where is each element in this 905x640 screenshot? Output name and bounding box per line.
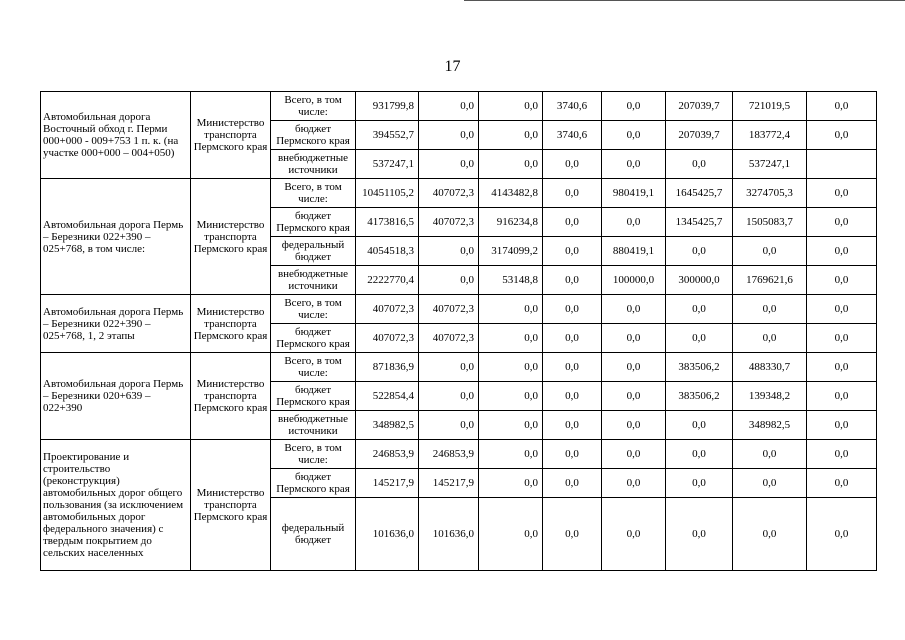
- amount-cell-col-3: 0,0: [479, 498, 543, 571]
- amount-cell-col-6: 0,0: [666, 150, 733, 179]
- amount-cell-col-1: 931799,8: [356, 92, 419, 121]
- amount-cell-col-6: 0,0: [666, 440, 733, 469]
- funding-source-cell: внебюджетные источники: [271, 411, 356, 440]
- amount-cell-col-7: 1505083,7: [733, 208, 807, 237]
- amount-cell-col-8: 0,0: [807, 179, 877, 208]
- budget-table: [40, 91, 877, 571]
- amount-cell-col-1: 407072,3: [356, 324, 419, 353]
- amount-cell-col-5: 0,0: [602, 92, 666, 121]
- amount-cell-col-2: 0,0: [419, 411, 479, 440]
- amount-cell-col-7: 488330,7: [733, 353, 807, 382]
- project-name-cell: Автомобильная дорога Пермь – Березники 022+390 – 025+768, в том числе:: [41, 179, 191, 295]
- amount-cell-col-7: 348982,5: [733, 411, 807, 440]
- amount-cell-col-1: 101636,0: [356, 498, 419, 571]
- amount-cell-col-2: 0,0: [419, 150, 479, 179]
- amount-cell-col-5: 0,0: [602, 324, 666, 353]
- amount-cell-col-8: 0,0: [807, 237, 877, 266]
- amount-cell-col-3: 0,0: [479, 469, 543, 498]
- amount-cell-col-1: 246853,9: [356, 440, 419, 469]
- table-row: [41, 353, 877, 382]
- amount-cell-col-2: 0,0: [419, 382, 479, 411]
- funding-source-cell: Всего, в том числе:: [271, 92, 356, 121]
- amount-cell-col-6: 300000,0: [666, 266, 733, 295]
- scan-edge-line: [464, 0, 905, 1]
- amount-cell-col-7: 1769621,6: [733, 266, 807, 295]
- amount-cell-col-4: 0,0: [543, 179, 602, 208]
- amount-cell-col-2: 0,0: [419, 266, 479, 295]
- amount-cell-col-7: 0,0: [733, 295, 807, 324]
- amount-cell-col-3: 0,0: [479, 92, 543, 121]
- amount-cell-col-7: 0,0: [733, 498, 807, 571]
- amount-cell-col-1: 2222770,4: [356, 266, 419, 295]
- amount-cell-col-8: 0,0: [807, 469, 877, 498]
- amount-cell-col-5: 0,0: [602, 382, 666, 411]
- funding-source-cell: федеральный бюджет: [271, 498, 356, 571]
- amount-cell-col-6: 0,0: [666, 498, 733, 571]
- amount-cell-col-6: 207039,7: [666, 92, 733, 121]
- funding-source-cell: Всего, в том числе:: [271, 295, 356, 324]
- amount-cell-col-8: 0,0: [807, 208, 877, 237]
- amount-cell-col-4: 0,0: [543, 237, 602, 266]
- table-row: [41, 295, 877, 324]
- amount-cell-col-7: 0,0: [733, 440, 807, 469]
- amount-cell-col-2: 0,0: [419, 121, 479, 150]
- funding-source-cell: Всего, в том числе:: [271, 353, 356, 382]
- project-name-cell: Автомобильная дорога Пермь – Березники 022+390 – 025+768, 1, 2 этапы: [41, 295, 191, 353]
- amount-cell-col-2: 0,0: [419, 237, 479, 266]
- table-row: [41, 92, 877, 121]
- page-number: 17: [444, 58, 461, 75]
- amount-cell-col-3: 4143482,8: [479, 179, 543, 208]
- amount-cell-col-1: 407072,3: [356, 295, 419, 324]
- amount-cell-col-1: 4173816,5: [356, 208, 419, 237]
- responsible-agency-cell: Министерство транспорта Пермского края: [191, 440, 271, 571]
- amount-cell-col-3: 3174099,2: [479, 237, 543, 266]
- amount-cell-col-8: 0,0: [807, 440, 877, 469]
- amount-cell-col-5: 0,0: [602, 208, 666, 237]
- amount-cell-col-7: 721019,5: [733, 92, 807, 121]
- amount-cell-col-1: 10451105,2: [356, 179, 419, 208]
- amount-cell-col-4: 0,0: [543, 498, 602, 571]
- amount-cell-col-2: 407072,3: [419, 324, 479, 353]
- amount-cell-col-7: 139348,2: [733, 382, 807, 411]
- funding-source-cell: бюджет Пермского края: [271, 208, 356, 237]
- amount-cell-col-1: 871836,9: [356, 353, 419, 382]
- project-name-cell: Автомобильная дорога Пермь – Березники 020+639 – 022+390: [41, 353, 191, 440]
- amount-cell-col-4: 0,0: [543, 295, 602, 324]
- amount-cell-col-6: 207039,7: [666, 121, 733, 150]
- amount-cell-col-2: 145217,9: [419, 469, 479, 498]
- amount-cell-col-1: 537247,1: [356, 150, 419, 179]
- amount-cell-col-4: 0,0: [543, 266, 602, 295]
- amount-cell-col-6: 0,0: [666, 469, 733, 498]
- amount-cell-col-4: 0,0: [543, 411, 602, 440]
- responsible-agency-cell: Министерство транспорта Пермского края: [191, 295, 271, 353]
- amount-cell-col-5: 0,0: [602, 150, 666, 179]
- amount-cell-col-4: 0,0: [543, 208, 602, 237]
- amount-cell-col-5: 0,0: [602, 121, 666, 150]
- amount-cell-col-8: 0,0: [807, 353, 877, 382]
- amount-cell-col-2: 0,0: [419, 353, 479, 382]
- amount-cell-col-8: 0,0: [807, 266, 877, 295]
- funding-source-cell: бюджет Пермского края: [271, 469, 356, 498]
- amount-cell-col-5: 0,0: [602, 440, 666, 469]
- amount-cell-col-1: 394552,7: [356, 121, 419, 150]
- funding-source-cell: Всего, в том числе:: [271, 179, 356, 208]
- amount-cell-col-3: 0,0: [479, 295, 543, 324]
- amount-cell-col-5: 0,0: [602, 411, 666, 440]
- amount-cell-col-1: 522854,4: [356, 382, 419, 411]
- funding-source-cell: бюджет Пермского края: [271, 382, 356, 411]
- amount-cell-col-4: 0,0: [543, 353, 602, 382]
- amount-cell-col-7: 0,0: [733, 237, 807, 266]
- amount-cell-col-7: 537247,1: [733, 150, 807, 179]
- amount-cell-col-8: 0,0: [807, 498, 877, 571]
- amount-cell-col-4: 0,0: [543, 440, 602, 469]
- amount-cell-col-8: 0,0: [807, 324, 877, 353]
- amount-cell-col-2: 101636,0: [419, 498, 479, 571]
- amount-cell-col-4: 0,0: [543, 469, 602, 498]
- funding-source-cell: Всего, в том числе:: [271, 440, 356, 469]
- amount-cell-col-5: 980419,1: [602, 179, 666, 208]
- amount-cell-col-3: 0,0: [479, 382, 543, 411]
- amount-cell-col-3: 0,0: [479, 121, 543, 150]
- amount-cell-col-1: 4054518,3: [356, 237, 419, 266]
- amount-cell-col-3: 53148,8: [479, 266, 543, 295]
- funding-source-cell: внебюджетные источники: [271, 266, 356, 295]
- amount-cell-col-6: 1345425,7: [666, 208, 733, 237]
- table-row: [41, 179, 877, 208]
- responsible-agency-cell: Министерство транспорта Пермского края: [191, 92, 271, 179]
- amount-cell-col-8: 0,0: [807, 92, 877, 121]
- project-name-cell: Проектирование и строительство (реконструкция) автомобильных дорог общего пользования (за исключением автомобильных дорог федерального значения) с твердым покрытием до сельских населенных: [41, 440, 191, 571]
- amount-cell-col-2: 246853,9: [419, 440, 479, 469]
- table-row: [41, 440, 877, 469]
- amount-cell-col-8: 0,0: [807, 382, 877, 411]
- amount-cell-col-2: 407072,3: [419, 208, 479, 237]
- amount-cell-col-3: 0,0: [479, 150, 543, 179]
- amount-cell-col-5: 0,0: [602, 295, 666, 324]
- amount-cell-col-4: 3740,6: [543, 121, 602, 150]
- funding-source-cell: федеральный бюджет: [271, 237, 356, 266]
- amount-cell-col-5: 0,0: [602, 469, 666, 498]
- amount-cell-col-6: 1645425,7: [666, 179, 733, 208]
- amount-cell-col-2: 407072,3: [419, 179, 479, 208]
- amount-cell-col-7: 3274705,3: [733, 179, 807, 208]
- amount-cell-col-2: 407072,3: [419, 295, 479, 324]
- amount-cell-col-4: 0,0: [543, 382, 602, 411]
- amount-cell-col-4: 0,0: [543, 324, 602, 353]
- funding-source-cell: бюджет Пермского края: [271, 324, 356, 353]
- amount-cell-col-7: 0,0: [733, 324, 807, 353]
- amount-cell-col-7: 0,0: [733, 469, 807, 498]
- amount-cell-col-5: 100000,0: [602, 266, 666, 295]
- amount-cell-col-8: 0,0: [807, 411, 877, 440]
- amount-cell-col-5: 0,0: [602, 498, 666, 571]
- responsible-agency-cell: Министерство транспорта Пермского края: [191, 353, 271, 440]
- amount-cell-col-5: 880419,1: [602, 237, 666, 266]
- amount-cell-col-6: 0,0: [666, 324, 733, 353]
- amount-cell-col-8: [807, 150, 877, 179]
- amount-cell-col-3: 0,0: [479, 411, 543, 440]
- amount-cell-col-1: 348982,5: [356, 411, 419, 440]
- amount-cell-col-5: 0,0: [602, 353, 666, 382]
- amount-cell-col-2: 0,0: [419, 92, 479, 121]
- amount-cell-col-6: 383506,2: [666, 353, 733, 382]
- amount-cell-col-3: 0,0: [479, 324, 543, 353]
- amount-cell-col-3: 0,0: [479, 440, 543, 469]
- amount-cell-col-6: 0,0: [666, 237, 733, 266]
- amount-cell-col-7: 183772,4: [733, 121, 807, 150]
- amount-cell-col-6: 0,0: [666, 295, 733, 324]
- amount-cell-col-3: 916234,8: [479, 208, 543, 237]
- funding-source-cell: бюджет Пермского края: [271, 121, 356, 150]
- amount-cell-col-1: 145217,9: [356, 469, 419, 498]
- amount-cell-col-4: 3740,6: [543, 92, 602, 121]
- project-name-cell: Автомобильная дорога Восточный обход г. Перми 000+000 - 009+753 1 п. к. (на участке 000+000 – 004+050): [41, 92, 191, 179]
- responsible-agency-cell: Министерство транспорта Пермского края: [191, 179, 271, 295]
- funding-source-cell: внебюджетные источники: [271, 150, 356, 179]
- amount-cell-col-3: 0,0: [479, 353, 543, 382]
- amount-cell-col-6: 0,0: [666, 411, 733, 440]
- amount-cell-col-8: 0,0: [807, 295, 877, 324]
- amount-cell-col-8: 0,0: [807, 121, 877, 150]
- amount-cell-col-6: 383506,2: [666, 382, 733, 411]
- amount-cell-col-4: 0,0: [543, 150, 602, 179]
